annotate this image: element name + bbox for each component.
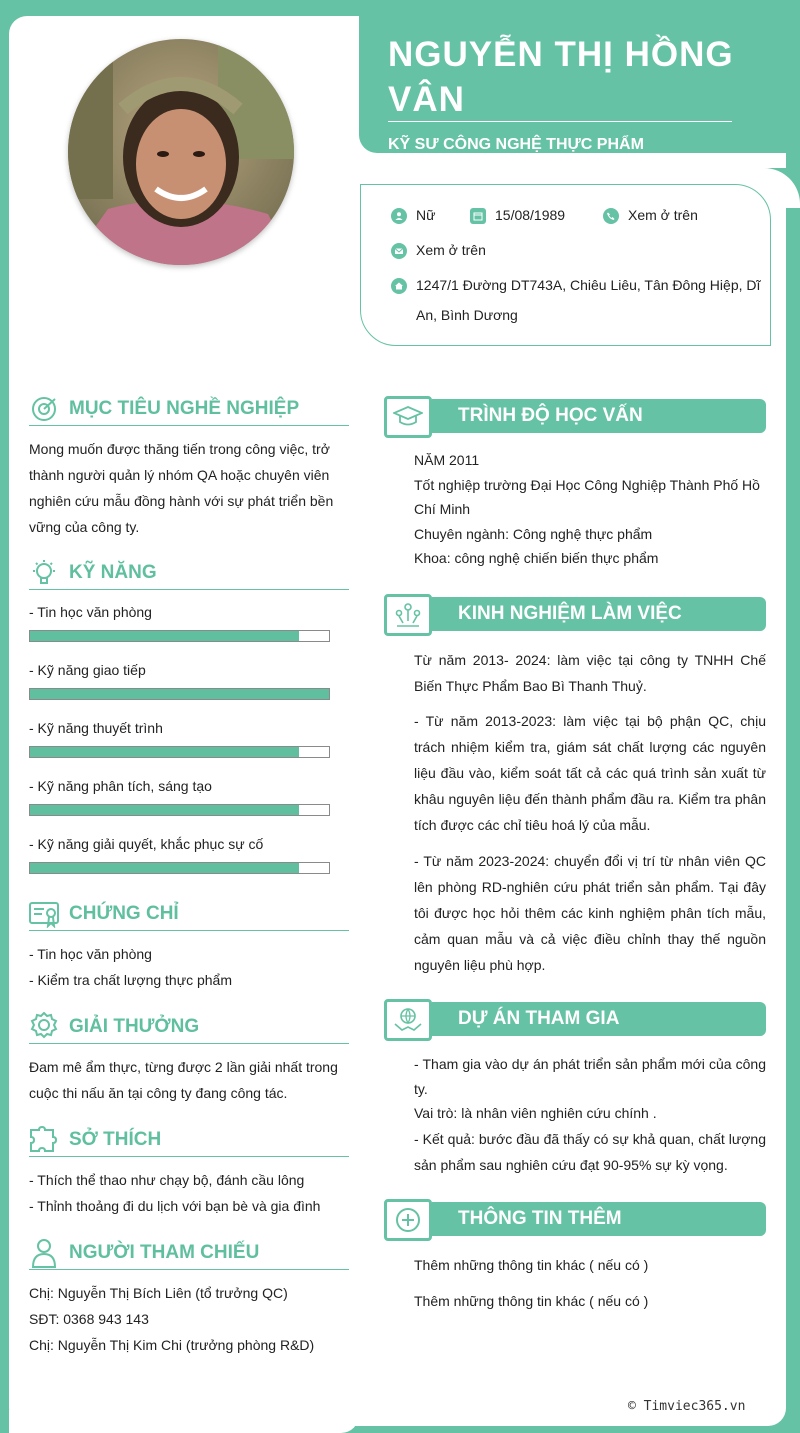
footer-credit[interactable]: © Timviec365.vn: [628, 1399, 746, 1414]
education-school: Tốt nghiệp trường Đại Học Công Nghiệp Thành Phố Hồ Chí Minh: [414, 476, 760, 517]
skill-label: - Tin học văn phòng: [29, 604, 152, 620]
lightbulb-icon: [29, 558, 59, 588]
puzzle-icon: [29, 1125, 59, 1155]
skill-bar: [29, 804, 330, 816]
awards-header: GIẢI THƯỞNG: [29, 1010, 349, 1044]
award-medal-icon: [29, 1012, 59, 1042]
experience-company: Từ năm 2013- 2024: làm việc tại công ty TNHH Chế Biến Thực Phẩm Bao Bì Thanh Thuỷ.: [414, 652, 766, 694]
experience-para: - Từ năm 2023-2024: chuyển đổi vị trí từ nhân viên QC lên phòng RD-nghiên cứu phát triển sản phẩm. Tại đây tôi được học hỏi thêm các kinh nghiệm phân tích mẫu, cảm quan mẫu và cả việc điều chỉnh thay thế nguồn nguyên liệu phù hợp.: [414, 853, 766, 973]
skill-label: - Kỹ năng thuyết trình: [29, 720, 163, 736]
skill-bar: [29, 630, 330, 642]
awards-text: Đam mê ẩm thực, từng được 2 lần giải nhất trong cuộc thi nấu ăn tại công ty đang công tác.: [29, 1059, 338, 1101]
calendar-icon: [470, 208, 486, 224]
job-title: KỸ SƯ CÔNG NGHỆ THỰC PHẨM: [388, 136, 644, 153]
title-divider: [388, 121, 732, 122]
contact-email[interactable]: Xem ở trên: [391, 242, 486, 265]
skill-bar: [29, 746, 330, 758]
skill-label: - Kỹ năng giao tiếp: [29, 662, 146, 678]
education-year: NĂM 2011: [414, 452, 480, 468]
hobby-item: - Thỉnh thoảng đi du lịch với bạn bè và gia đình: [29, 1198, 321, 1214]
home-icon: [391, 278, 407, 294]
extra-info-line: Thêm những thông tin khác ( nếu có ): [414, 1257, 649, 1273]
bottom-tab: [9, 1410, 359, 1433]
hobbies-header: SỞ THÍCH: [29, 1123, 349, 1157]
references-header: NGƯỜI THAM CHIẾU: [29, 1236, 349, 1270]
skill-bar: [29, 862, 330, 874]
skill-fill: [30, 805, 299, 815]
target-icon: [29, 394, 59, 424]
skill-fill: [30, 863, 299, 873]
avatar-photo-icon: [68, 39, 294, 265]
mail-icon: [391, 243, 407, 259]
extra-info-line: Thêm những thông tin khác ( nếu có ): [414, 1293, 649, 1309]
contact-address: 1247/1 Đường DT743A, Chiêu Liêu, Tân Đông Hiệp, Dĩ An, Bình Dương: [391, 277, 761, 330]
education-details: [414, 448, 766, 571]
certificate-item: - Kiểm tra chất lượng thực phẩm: [29, 972, 232, 988]
extra-info-header: THÔNG TIN THÊM: [384, 1199, 766, 1241]
project-result: - Kết quả: bước đầu đã thấy có sự khả quan, chất lượng sản phẩm sau nghiên cứu đạt 90-95% sự kỳ vọng.: [414, 1131, 766, 1173]
reference-item: Chị: Nguyễn Thị Bích Liên (tổ trưởng QC): [29, 1285, 288, 1301]
skill-bar: [29, 688, 330, 700]
projects-header: DỰ ÁN THAM GIA: [384, 999, 766, 1041]
experience-para: - Từ năm 2013-2023: làm việc tại bộ phận QC, chịu trách nhiệm kiểm tra, giám sát chất lượng các nguyên liệu đầu vào, kiểm soát tất cả các quá trình sản xuất từ khâu nguyên liệu đến thành phẩm đầu ra. Kiểm tra phân tích được các chỉ tiêu hoá lý của mẫu.: [414, 713, 766, 833]
experience-header: KINH NGHIỆM LÀM VIỆC: [384, 594, 766, 636]
plus-circle-icon: [384, 1199, 432, 1241]
objective-text: Mong muốn được thăng tiến trong công việc, trở thành người quản lý nhóm QA hoặc chuyên viên nghiên cứu mẫu đồng hành với sự phát triển bền vững của công ty.: [29, 441, 334, 535]
reference-item: SĐT: 0368 943 143: [29, 1311, 149, 1327]
avatar: [68, 39, 294, 265]
team-network-icon: [384, 594, 432, 636]
hobby-item: - Thích thể thao như chạy bộ, đánh cầu lông: [29, 1172, 305, 1188]
skill-label: - Kỹ năng giải quyết, khắc phục sự cố: [29, 836, 264, 852]
contact-phone[interactable]: Xem ở trên: [603, 207, 698, 230]
skill-fill: [30, 689, 329, 699]
skill-fill: [30, 631, 299, 641]
handshake-globe-icon: [384, 999, 432, 1041]
skill-label: - Kỹ năng phân tích, sáng tạo: [29, 778, 212, 794]
certificate-icon: [29, 899, 59, 929]
phone-icon: [603, 208, 619, 224]
person-icon: [29, 1238, 59, 1268]
education-header: TRÌNH ĐỘ HỌC VẤN: [384, 396, 766, 438]
candidate-name: NGUYỄN THỊ HỒNG VÂN: [388, 35, 734, 119]
contact-birthday: 15/08/1989: [470, 207, 565, 230]
contact-gender: Nữ: [391, 207, 435, 230]
user-icon: [391, 208, 407, 224]
right-strip: [786, 200, 800, 1433]
skill-fill: [30, 747, 299, 757]
certificate-item: - Tin học văn phòng: [29, 946, 152, 962]
education-faculty: Khoa: công nghệ chiến biến thực phẩm: [414, 550, 659, 566]
reference-item: Chị: Nguyễn Thị Kim Chi (trưởng phòng R&D): [29, 1337, 315, 1353]
objective-header: MỤC TIÊU NGHỀ NGHIỆP: [29, 392, 349, 426]
project-role: Vai trò: là nhân viên nghiên cứu chính .: [414, 1105, 657, 1121]
certificates-header: CHỨNG CHỈ: [29, 897, 349, 931]
graduation-cap-icon: [384, 396, 432, 438]
education-major: Chuyên ngành: Công nghệ thực phẩm: [414, 525, 653, 542]
skills-header: KỸ NĂNG: [29, 556, 349, 590]
project-line: - Tham gia vào dự án phát triển sản phẩm mới của công ty.: [414, 1056, 766, 1097]
